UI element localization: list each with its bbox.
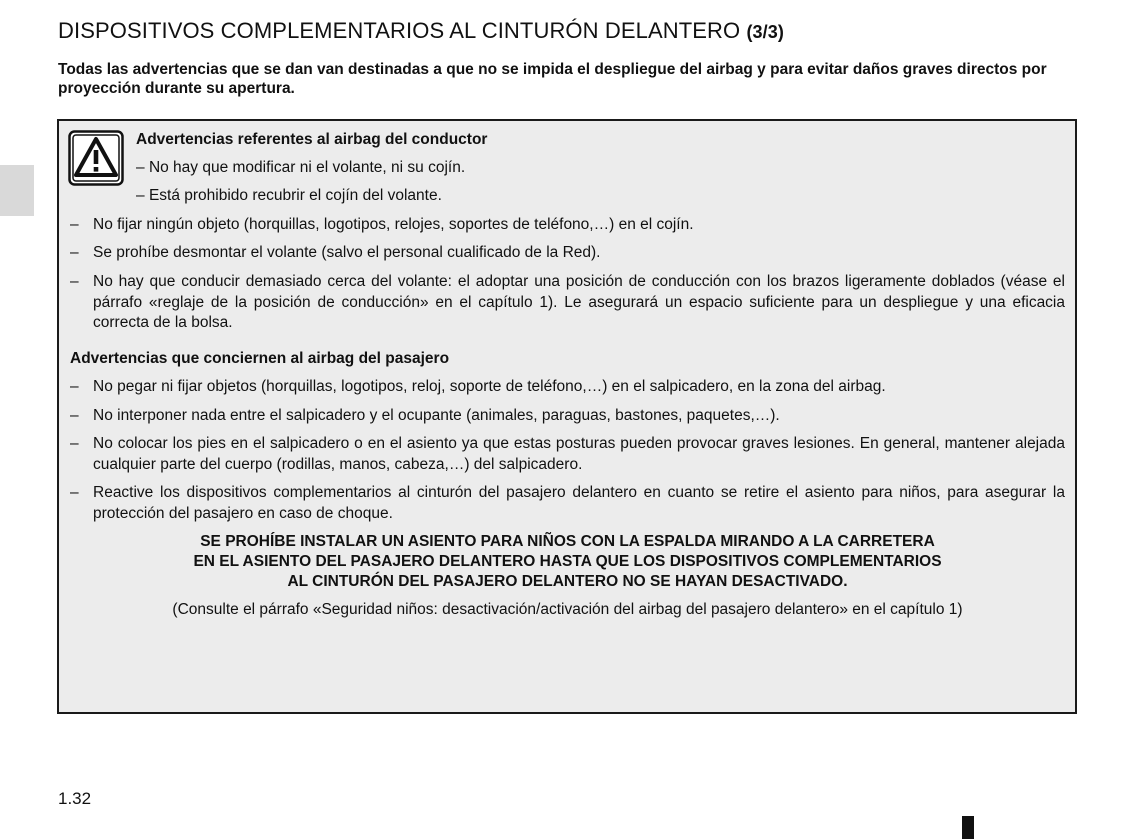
passenger-list-item: [70, 406, 1065, 427]
warning-box: [57, 119, 1077, 714]
dash: –: [70, 407, 79, 424]
prohibition-line: SE PROHÍBE INSTALAR UN ASIENTO PARA NIÑOS CON LA ESPALDA MIRANDO A LA CARRETERA: [200, 533, 935, 550]
corner-mark: [962, 816, 974, 839]
prohibition-line: EN EL ASIENTO DEL PASAJERO DELANTERO HASTA QUE LOS DISPOSITIVOS COMPLEMENTARIOS: [193, 553, 942, 570]
dash: –: [136, 159, 145, 176]
page-title: [58, 18, 784, 44]
dash: –: [70, 484, 79, 501]
dash: –: [70, 435, 79, 452]
dash: –: [70, 244, 79, 261]
driver-list-item-text: No hay que conducir demasiado cerca del volante: el adoptar una posición de conducción con los brazos ligeramente doblados (véase el párrafo «reglaje de la posición de conducción» en el capítulo 1). Le asegurará un espacio suficiente para un despliegue y una eficacia correcta de la bolsa.: [93, 273, 1065, 331]
page-number: 1.32: [58, 789, 92, 808]
dash: –: [136, 187, 145, 204]
passenger-list-item: [70, 483, 1065, 524]
driver-top-item: [136, 186, 442, 207]
warning-triangle-icon: [68, 130, 124, 186]
passenger-list-item: [70, 377, 1065, 398]
passenger-list-item-text: Reactive los dispositivos complementarios al cinturón del pasajero delantero en cuanto se retire el asiento para niños, para asegurar la protección del pasajero en caso de choque.: [93, 484, 1065, 522]
page-title-part: (3/3): [746, 22, 784, 42]
passenger-list-item-text: No interponer nada entre el salpicadero y el ocupante (animales, paraguas, bastones, paquetes,…).: [93, 407, 780, 424]
passenger-list-item-text: No colocar los pies en el salpicadero o en el asiento ya que estas posturas pueden provocar graves lesiones. En general, mantener alejada cualquier parte del cuerpo (rodillas, manos, cabeza,…) del salpicadero.: [93, 435, 1065, 473]
driver-list-item: [70, 272, 1065, 334]
driver-list-item-text: No fijar ningún objeto (horquillas, logotipos, relojes, soportes de teléfono,…) en el cojín.: [93, 216, 694, 233]
driver-list-item: [70, 215, 1065, 236]
driver-list-item-text: Se prohíbe desmontar el volante (salvo el personal cualificado de la Red).: [93, 244, 601, 261]
driver-list-item: [70, 243, 1065, 264]
consult-note: (Consulte el párrafo «Seguridad niños: desactivación/activación del airbag del pasajero delantero» en el capítulo 1): [172, 601, 963, 618]
driver-top-item-text: Está prohibido recubrir el cojín del volante.: [148, 187, 442, 204]
passenger-heading: Advertencias que conciernen al airbag del pasajero: [70, 350, 450, 367]
driver-heading: Advertencias referentes al airbag del conductor: [136, 131, 488, 148]
intro-text: Todas las advertencias que se dan van destinadas a que no se impida el despliegue del airbag y para evitar daños graves directos por proyección durante su apertura.: [58, 61, 1047, 97]
driver-top-item-text: No hay que modificar ni el volante, ni su cojín.: [148, 159, 466, 176]
section-tab: [0, 165, 34, 216]
dash: –: [70, 216, 79, 233]
driver-top-item: [136, 158, 465, 179]
page-title-text: DISPOSITIVOS COMPLEMENTARIOS AL CINTURÓN DELANTERO: [58, 18, 741, 43]
prohibition-line: AL CINTURÓN DEL PASAJERO DELANTERO NO SE HAYAN DESACTIVADO.: [287, 573, 848, 590]
passenger-list-item: [70, 434, 1065, 475]
dash: –: [70, 273, 79, 290]
dash: –: [70, 378, 79, 395]
passenger-list-item-text: No pegar ni fijar objetos (horquillas, logotipos, reloj, soporte de teléfono,…) en el salpicadero, en la zona del airbag.: [93, 378, 886, 395]
